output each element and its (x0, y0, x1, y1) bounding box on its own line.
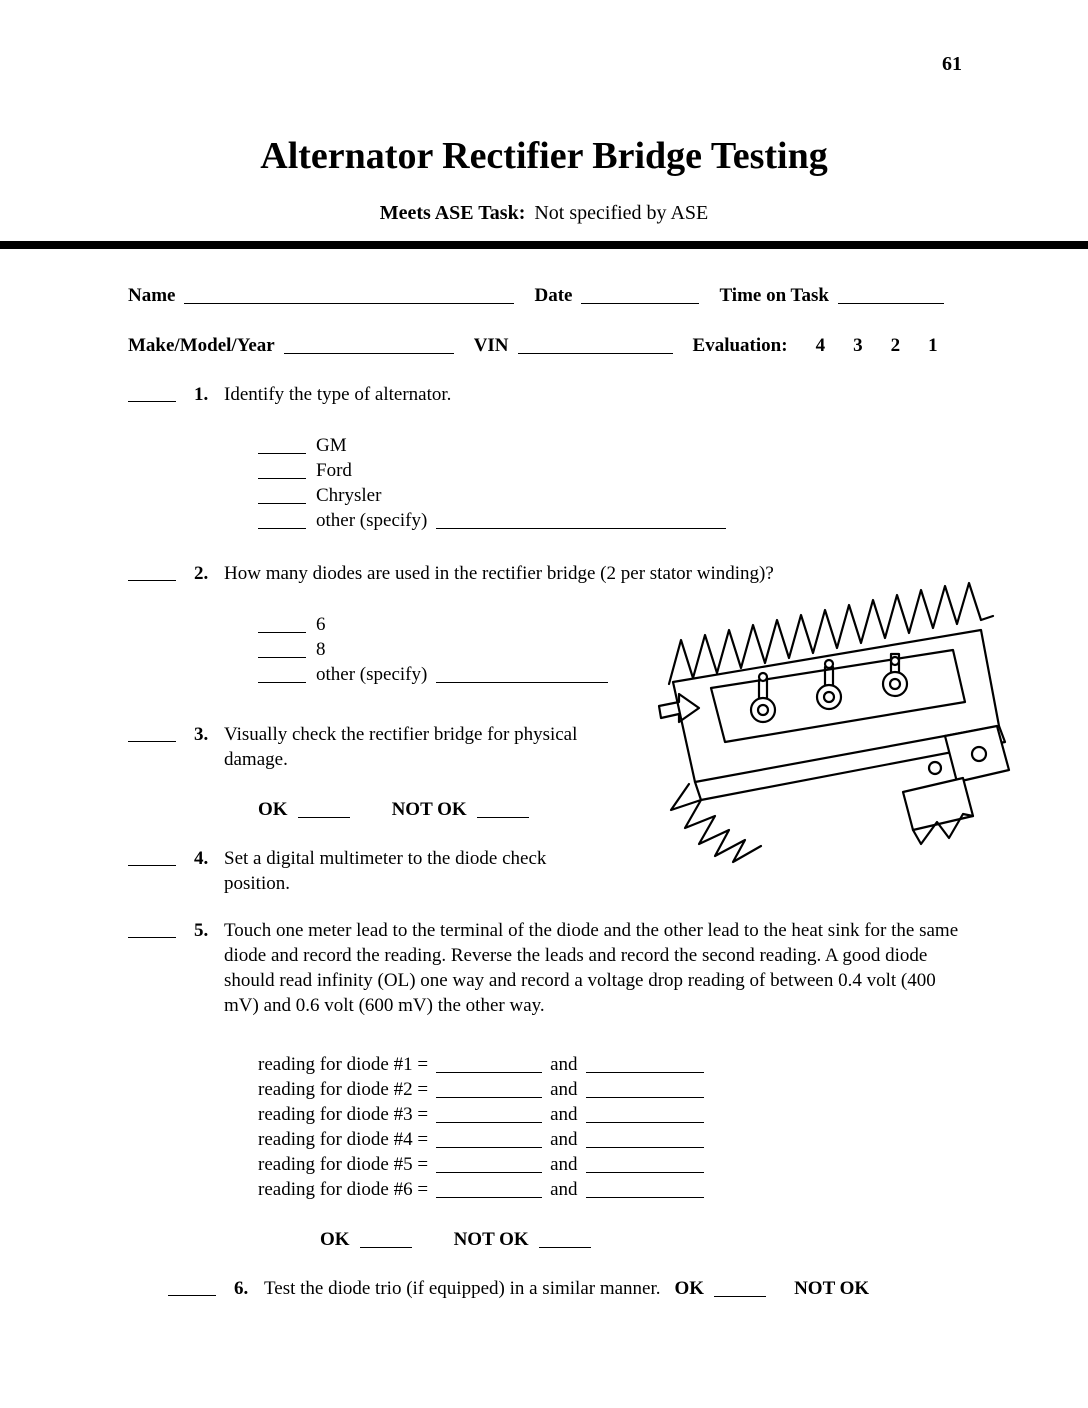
question-3-not-ok-label: NOT OK (391, 799, 467, 820)
question-4-number: 4. (194, 848, 209, 869)
date-label: Date (534, 285, 573, 306)
option-ford-label: Ford (316, 460, 352, 481)
option-other-q2-label: other (specify) (316, 664, 428, 685)
and-label: and (550, 1079, 578, 1100)
option-chrysler-blank (258, 489, 306, 504)
reading-5-blank-a (436, 1158, 542, 1173)
option-8-blank (258, 643, 306, 658)
option-ford (258, 458, 960, 483)
question-3-number: 3. (194, 724, 209, 745)
reading-row-3 (258, 1102, 960, 1127)
and-label: and (550, 1129, 578, 1150)
and-label: and (550, 1104, 578, 1125)
reading-1-label: reading for diode #1 = (258, 1054, 429, 1075)
question-6-ok-label: OK (674, 1278, 705, 1299)
option-ford-blank (258, 464, 306, 479)
divider-rule (0, 241, 1088, 249)
question-5-ok-label: OK (320, 1229, 350, 1250)
name-date-row (128, 283, 960, 308)
question-1-number: 1. (194, 384, 209, 405)
subtitle (0, 201, 1088, 226)
question-5-ok-row (320, 1227, 960, 1252)
vin-label: VIN (473, 335, 509, 356)
option-other-q2-specify-blank (436, 668, 608, 683)
question-6-not-ok-label: NOT OK (794, 1278, 870, 1299)
and-label: and (550, 1179, 578, 1200)
question-6-ok-blank (714, 1282, 766, 1297)
option-gm-blank (258, 439, 306, 454)
option-other-q1-label: other (specify) (316, 510, 428, 531)
question-5-number: 5. (194, 920, 209, 941)
question-1 (128, 382, 960, 407)
option-other-q1-specify-blank (436, 514, 726, 529)
question-1-options (258, 433, 960, 533)
question-2-number: 2. (194, 563, 209, 584)
option-other-q2-blank (258, 668, 306, 683)
reading-row-6 (258, 1177, 960, 1202)
option-other-q1-blank (258, 514, 306, 529)
option-8-label: 8 (316, 639, 326, 660)
reading-6-blank-b (586, 1183, 704, 1198)
reading-3-blank-a (436, 1108, 542, 1123)
reading-5-blank-b (586, 1158, 704, 1173)
option-chrysler (258, 483, 960, 508)
question-1-score-blank (128, 387, 176, 402)
diode-readings-list (258, 1052, 960, 1202)
question-4-text: Set a digital multimeter to the diode check position. (224, 848, 547, 894)
date-blank (581, 289, 699, 304)
time-on-task-blank (838, 289, 944, 304)
question-5-score-blank (128, 923, 176, 938)
meets-ase-label: Meets ASE Task: (379, 202, 526, 224)
question-3-ok-blank (298, 803, 350, 818)
question-3-ok-label: OK (258, 799, 288, 820)
make-model-year-blank (284, 339, 454, 354)
question-3-text: Visually check the rectifier bridge for physical damage. (224, 724, 578, 770)
question-6-score-blank (168, 1281, 216, 1296)
evaluation-label: Evaluation: (692, 335, 788, 356)
evaluation-score-2: 2 (890, 335, 901, 356)
and-label: and (550, 1054, 578, 1075)
evaluation-score-1: 1 (928, 335, 938, 356)
question-6-number: 6. (234, 1278, 249, 1299)
question-5-not-ok-blank (539, 1233, 591, 1248)
question-3-not-ok-blank (477, 803, 529, 818)
reading-row-1 (258, 1052, 960, 1077)
question-4-score-blank (128, 851, 176, 866)
reading-4-blank-a (436, 1133, 542, 1148)
reading-1-blank-b (586, 1058, 704, 1073)
vehicle-row (128, 333, 960, 358)
reading-2-blank-b (586, 1083, 704, 1098)
question-5-ok-blank (360, 1233, 412, 1248)
name-label: Name (128, 285, 176, 306)
reading-1-blank-a (436, 1058, 542, 1073)
question-1-text: Identify the type of alternator. (224, 384, 452, 405)
question-6 (168, 1276, 960, 1301)
vin-blank (518, 339, 673, 354)
question-6-text-body: Test the diode trio (if equipped) in a similar manner. (264, 1278, 661, 1299)
page-title: Alternator Rectifier Bridge Testing (260, 135, 828, 177)
option-gm (258, 433, 960, 458)
reading-2-label: reading for diode #2 = (258, 1079, 429, 1100)
reading-4-blank-b (586, 1133, 704, 1148)
rectifier-bridge-illustration (645, 578, 1025, 868)
reading-5-label: reading for diode #5 = (258, 1154, 429, 1175)
make-model-year-label: Make/Model/Year (128, 335, 275, 356)
meets-ase-value: Not specified by ASE (534, 202, 709, 224)
name-blank (184, 289, 514, 304)
evaluation-score-3: 3 (853, 335, 863, 356)
question-5-text: Touch one meter lead to the terminal of the diode and the other lead to the heat sink for the same diode and record the reading. Reverse the leads and record the second reading. A good diode should read infinity (OL) one way and record a voltage drop reading of between 0.4 volt (400 mV) and 0.6 volt (600 mV) the other way. (224, 920, 959, 1016)
time-on-task-label: Time on Task (719, 285, 829, 306)
reading-6-label: reading for diode #6 = (258, 1179, 429, 1200)
question-6-text (264, 1276, 869, 1301)
reading-row-5 (258, 1152, 960, 1177)
option-other-q1 (258, 508, 960, 533)
question-2-score-blank (128, 566, 176, 581)
option-chrysler-label: Chrysler (316, 485, 382, 506)
option-gm-label: GM (316, 435, 347, 456)
question-2-text: How many diodes are used in the rectifier bridge (2 per stator winding)? (224, 563, 774, 584)
reading-4-label: reading for diode #4 = (258, 1129, 429, 1150)
reading-row-4 (258, 1127, 960, 1152)
page-number: 61 (942, 53, 962, 75)
reading-2-blank-a (436, 1083, 542, 1098)
evaluation-score-4: 4 (815, 335, 826, 356)
option-6-blank (258, 618, 306, 633)
question-3-score-blank (128, 727, 176, 742)
question-5-not-ok-label: NOT OK (453, 1229, 529, 1250)
question-5 (128, 918, 960, 1018)
reading-3-label: reading for diode #3 = (258, 1104, 429, 1125)
reading-row-2 (258, 1077, 960, 1102)
and-label: and (550, 1154, 578, 1175)
option-6-label: 6 (316, 614, 326, 635)
reading-3-blank-b (586, 1108, 704, 1123)
reading-6-blank-a (436, 1183, 542, 1198)
